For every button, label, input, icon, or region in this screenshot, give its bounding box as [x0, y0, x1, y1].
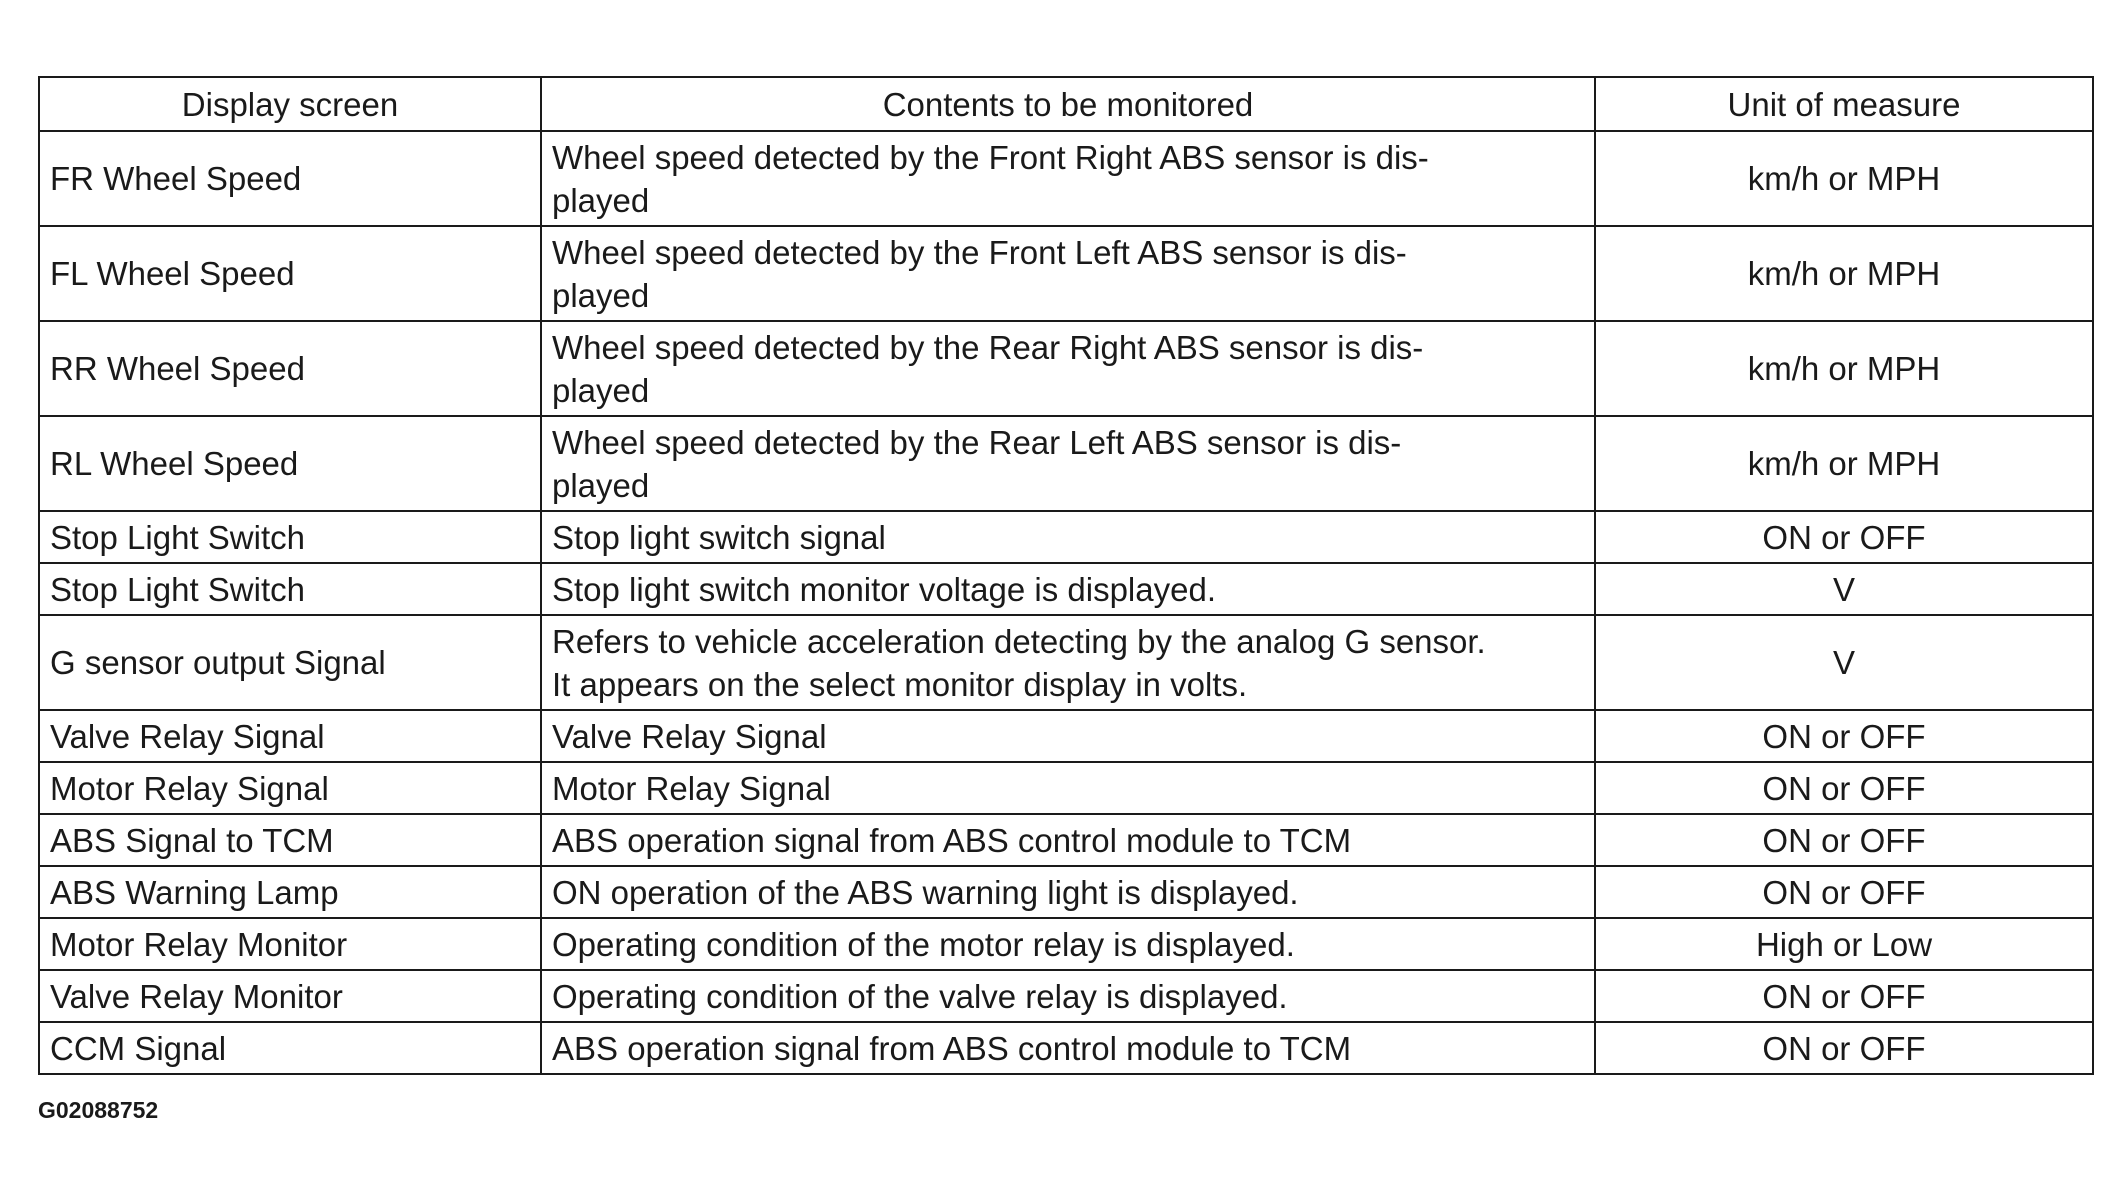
cell-unit: High or Low	[1595, 918, 2093, 970]
cell-unit: ON or OFF	[1595, 762, 2093, 814]
table-row	[39, 814, 2093, 866]
cell-display-screen: FR Wheel Speed	[39, 131, 541, 226]
cell-contents: ABS operation signal from ABS control module to TCM	[541, 814, 1595, 866]
cell-unit: km/h or MPH	[1595, 416, 2093, 511]
cell-contents: Operating condition of the motor relay is displayed.	[541, 918, 1595, 970]
cell-unit: ON or OFF	[1595, 511, 2093, 563]
table-row	[39, 416, 2093, 511]
cell-unit: km/h or MPH	[1595, 321, 2093, 416]
cell-display-screen: Motor Relay Signal	[39, 762, 541, 814]
cell-display-screen: Motor Relay Monitor	[39, 918, 541, 970]
cell-display-screen: RR Wheel Speed	[39, 321, 541, 416]
header-unit: Unit of measure	[1595, 77, 2093, 131]
cell-unit: km/h or MPH	[1595, 226, 2093, 321]
cell-contents: Stop light switch monitor voltage is displayed.	[541, 563, 1595, 615]
table-row	[39, 918, 2093, 970]
cell-contents: Operating condition of the valve relay is displayed.	[541, 970, 1595, 1022]
table-row	[39, 866, 2093, 918]
cell-display-screen: FL Wheel Speed	[39, 226, 541, 321]
cell-display-screen: CCM Signal	[39, 1022, 541, 1074]
header-display-screen: Display screen	[39, 77, 541, 131]
cell-unit: ON or OFF	[1595, 710, 2093, 762]
monitor-items-table	[38, 76, 2094, 1075]
header-contents: Contents to be monitored	[541, 77, 1595, 131]
table-row	[39, 131, 2093, 226]
table-row	[39, 615, 2093, 710]
cell-contents: ON operation of the ABS warning light is displayed.	[541, 866, 1595, 918]
cell-unit: ON or OFF	[1595, 970, 2093, 1022]
table-row	[39, 321, 2093, 416]
table-row	[39, 226, 2093, 321]
table-row	[39, 710, 2093, 762]
cell-contents: Valve Relay Signal	[541, 710, 1595, 762]
cell-display-screen: Stop Light Switch	[39, 511, 541, 563]
cell-display-screen: G sensor output Signal	[39, 615, 541, 710]
cell-contents: Stop light switch signal	[541, 511, 1595, 563]
cell-unit: km/h or MPH	[1595, 131, 2093, 226]
cell-display-screen: Stop Light Switch	[39, 563, 541, 615]
cell-display-screen: ABS Signal to TCM	[39, 814, 541, 866]
table-body	[39, 131, 2093, 1074]
cell-unit: ON or OFF	[1595, 814, 2093, 866]
table-row	[39, 762, 2093, 814]
table-row	[39, 970, 2093, 1022]
figure-code: G02088752	[38, 1097, 159, 1123]
cell-contents: ABS operation signal from ABS control module to TCM	[541, 1022, 1595, 1074]
cell-display-screen: Valve Relay Monitor	[39, 970, 541, 1022]
cell-display-screen: ABS Warning Lamp	[39, 866, 541, 918]
cell-unit: ON or OFF	[1595, 1022, 2093, 1074]
cell-contents: Wheel speed detected by the Front Left ABS sensor is dis- played	[541, 226, 1595, 321]
monitor-table-container	[38, 76, 2092, 1075]
cell-unit: V	[1595, 563, 2093, 615]
table-row	[39, 1022, 2093, 1074]
cell-display-screen: Valve Relay Signal	[39, 710, 541, 762]
cell-display-screen: RL Wheel Speed	[39, 416, 541, 511]
cell-contents: Wheel speed detected by the Rear Left ABS sensor is dis- played	[541, 416, 1595, 511]
table-row	[39, 563, 2093, 615]
table-header-row	[39, 77, 2093, 131]
cell-contents: Motor Relay Signal	[541, 762, 1595, 814]
cell-contents: Wheel speed detected by the Front Right ABS sensor is dis- played	[541, 131, 1595, 226]
cell-contents: Refers to vehicle acceleration detecting by the analog G sensor. It appears on the select monitor display in volts.	[541, 615, 1595, 710]
table-row	[39, 511, 2093, 563]
cell-contents: Wheel speed detected by the Rear Right ABS sensor is dis- played	[541, 321, 1595, 416]
cell-unit: V	[1595, 615, 2093, 710]
cell-unit: ON or OFF	[1595, 866, 2093, 918]
